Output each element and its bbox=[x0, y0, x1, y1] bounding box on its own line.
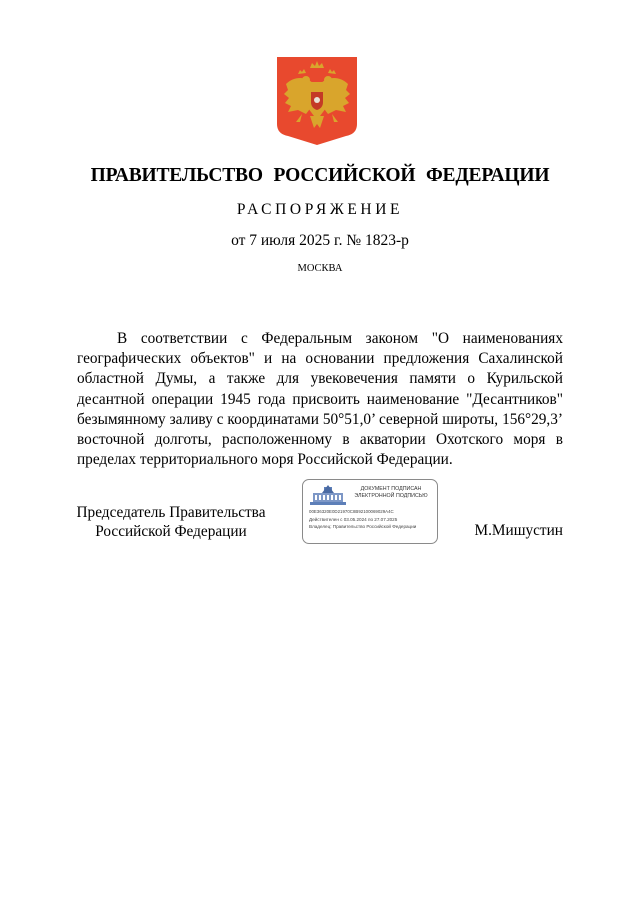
government-building-icon bbox=[308, 484, 348, 506]
stamp-title-line1: ДОКУМЕНТ ПОДПИСАН bbox=[360, 486, 422, 492]
document-city: МОСКВА bbox=[297, 263, 343, 274]
coat-of-arms-icon bbox=[276, 56, 358, 146]
stamp-certificate-number: 00E36320E0D21970C8B92100069029A4C bbox=[309, 509, 394, 514]
signer-position-line2: Российской Федерации bbox=[95, 523, 247, 540]
document-type: РАСПОРЯЖЕНИЕ bbox=[236, 201, 404, 218]
stamp-title bbox=[347, 486, 435, 500]
government-title: ПРАВИТЕЛЬСТВО РОССИЙСКОЙ ФЕДЕРАЦИИ bbox=[90, 165, 550, 186]
signer-position-line1: Председатель Правительства bbox=[76, 504, 266, 521]
stamp-owner: Владелец: Правительство Российской Федерации bbox=[309, 524, 417, 529]
signer-name: М.Мишустин bbox=[474, 522, 563, 539]
order-text: В соответствии с Федеральным законом "О наименованиях географических объектов" и на основании предложения Сахалинской областной Думы, а также для увековечения памяти о Курильской десантной операции 1945 года присвоить наименование "Десантников" безымянному заливу с координатами 50°51,0’ северной широты, 156°29,3’ восточной долготы, расположенному в акватории Охотского моря в пределах территориального моря Российской Федерации. bbox=[77, 330, 563, 469]
stamp-validity: Действителен с 03.05.2024 по 27.07.2025 bbox=[309, 517, 398, 522]
electronic-signature-stamp bbox=[302, 479, 438, 544]
stamp-title-line2: ЭЛЕКТРОННОЙ ПОДПИСЬЮ bbox=[354, 492, 428, 499]
signer-position bbox=[75, 503, 267, 541]
document-date-number: от 7 июля 2025 г. № 1823-р bbox=[231, 232, 409, 249]
